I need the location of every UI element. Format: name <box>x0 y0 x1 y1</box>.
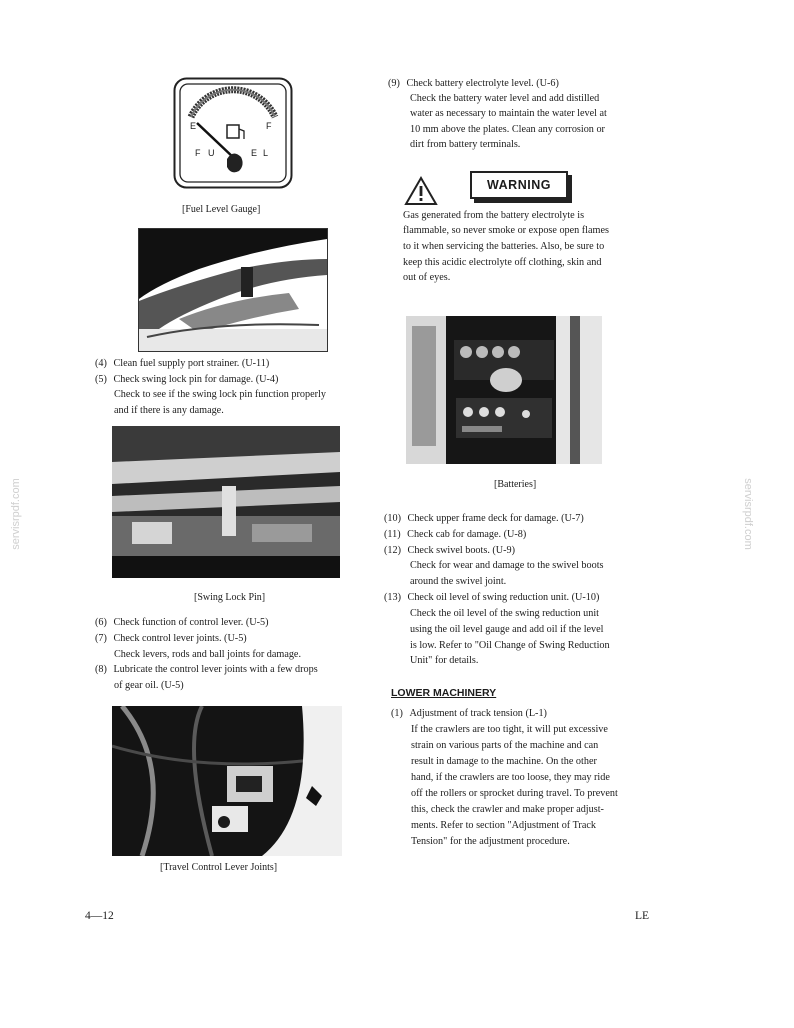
item-9-desc-line-1: Check the battery water level and add distilled <box>410 93 600 104</box>
lower-item-1-desc-line-8: Tension" for the adjustment procedure. <box>411 836 570 847</box>
item-9-title: Check battery electrolyte level. (U-6) <box>406 78 559 89</box>
warning-text-line-2: flammable, so never smoke or expose open flames <box>403 225 609 236</box>
lower-item-1-num: (1) <box>391 708 403 719</box>
item-5-desc-line-1: Check to see if the swing lock pin function properly <box>114 389 326 400</box>
travel-control-lever-caption: [Travel Control Lever Joints] <box>160 862 278 873</box>
lower-item-1 <box>391 706 547 721</box>
item-12-desc-line-1: Check for wear and damage to the swivel boots <box>410 560 604 571</box>
item-8-line-2: of gear oil. (U-5) <box>114 680 184 691</box>
travel-control-lever-photo <box>112 706 342 856</box>
item-13-num: (13) <box>384 592 401 603</box>
item-8-line-1: Lubricate the control lever joints with a few drops <box>113 664 318 675</box>
batteries-caption: [Batteries] <box>494 479 537 490</box>
item-12-num: (12) <box>384 545 401 556</box>
item-7-text: Check control lever joints. (U-5) <box>113 633 247 644</box>
lower-machinery-heading: LOWER MACHINERY <box>391 687 497 699</box>
watermark-right: servisrpdf.com <box>741 478 754 550</box>
item-13-desc-line-3: is low. Refer to "Oil Change of Swing Reduction <box>410 640 610 651</box>
item-6-text: Check function of control lever. (U-5) <box>113 617 269 628</box>
item-10-text: Check upper frame deck for damage. (U-7) <box>407 513 584 524</box>
item-5-num: (5) <box>95 374 107 385</box>
lower-item-1-desc-line-5: off the rollers or sprocket during travel. To prevent <box>411 788 618 799</box>
item-7-desc: Check levers, rods and ball joints for damage. <box>114 649 302 660</box>
lower-item-1-desc-line-4: hand, if the crawlers are too loose, they may ride <box>411 772 610 783</box>
item-13-desc-line-1: Check the oil level of the swing reduction unit <box>410 608 599 619</box>
item-9-desc-line-4: dirt from battery terminals. <box>410 139 521 150</box>
item-11 <box>384 527 526 542</box>
gauge-letter-u: U <box>208 148 215 158</box>
warning-triangle-icon <box>404 176 438 206</box>
item-4-text: Clean fuel supply port strainer. (U-11) <box>113 358 270 369</box>
gauge-letter-e2: E <box>251 148 258 158</box>
gauge-letter-l: L <box>263 148 269 158</box>
item-8 <box>95 662 318 677</box>
item-12-text: Check swivel boots. (U-9) <box>407 545 516 556</box>
item-13 <box>384 590 599 605</box>
item-10-num: (10) <box>384 513 401 524</box>
gauge-letter-f: F <box>266 121 272 131</box>
item-13-desc-line-2: using the oil level gauge and add oil if the level <box>410 624 604 635</box>
warning-label: WARNING <box>470 171 568 199</box>
item-6-num: (6) <box>95 617 107 628</box>
item-11-text: Check cab for damage. (U-8) <box>407 529 527 540</box>
warning-text-line-3: to it when servicing the batteries. Also, be sure to <box>403 241 605 252</box>
item-13-desc-line-4: Unit" for details. <box>410 655 479 666</box>
item-5-text: Check swing lock pin for damage. (U-4) <box>113 374 279 385</box>
item-8-num: (8) <box>95 664 107 675</box>
lower-item-1-desc-line-1: If the crawlers are too tight, it will put excessive <box>411 724 608 735</box>
item-12-desc-line-2: around the swivel joint. <box>410 576 507 587</box>
gauge-letter-e: E <box>190 121 197 131</box>
gauge-letter-f2: F <box>195 148 201 158</box>
lower-item-1-title: Adjustment of track tension (L-1) <box>409 708 547 719</box>
item-10 <box>384 511 584 526</box>
item-11-num: (11) <box>384 529 401 540</box>
document-code: LE <box>635 910 650 922</box>
item-4-num: (4) <box>95 358 107 369</box>
watermark-left: servisrpdf.com <box>9 478 22 550</box>
lower-item-1-desc-line-6: this, check the crawler and make proper adjust- <box>411 804 604 815</box>
item-13-title: Check oil level of swing reduction unit. (U-10) <box>407 592 600 603</box>
item-7 <box>95 631 247 646</box>
item-5 <box>95 372 278 387</box>
item-9-num: (9) <box>388 78 400 89</box>
item-9-desc-line-2: water as necessary to maintain the water level at <box>410 108 607 119</box>
warning-text-line-5: out of eyes. <box>403 272 451 283</box>
item-9-desc-line-3: 10 mm above the plates. Clean any corrosion or <box>410 124 605 135</box>
item-9 <box>388 76 559 91</box>
item-6 <box>95 615 268 630</box>
fuel-port-photo <box>138 228 328 352</box>
item-7-num: (7) <box>95 633 107 644</box>
item-12 <box>384 543 515 558</box>
swing-lock-pin-caption: [Swing Lock Pin] <box>194 592 266 603</box>
item-4 <box>95 356 269 371</box>
item-5-desc-line-2: and if there is any damage. <box>114 405 224 416</box>
lower-item-1-desc-line-3: result in damage to the machine. On the other <box>411 756 597 767</box>
lower-item-1-desc-line-2: strain on various parts of the machine and can <box>411 740 599 751</box>
lower-item-1-desc-line-7: ments. Refer to section "Adjustment of Track <box>411 820 596 831</box>
warning-text-line-1: Gas generated from the battery electrolyte is <box>403 210 585 221</box>
swing-lock-pin-photo <box>112 426 340 578</box>
warning-text-line-4: keep this acidic electrolyte off clothing, skin and <box>403 257 602 268</box>
fuel-gauge-caption: [Fuel Level Gauge] <box>182 204 261 215</box>
fuel-gauge-image <box>173 77 293 189</box>
page-number: 4—12 <box>85 910 114 922</box>
batteries-photo <box>406 316 602 464</box>
